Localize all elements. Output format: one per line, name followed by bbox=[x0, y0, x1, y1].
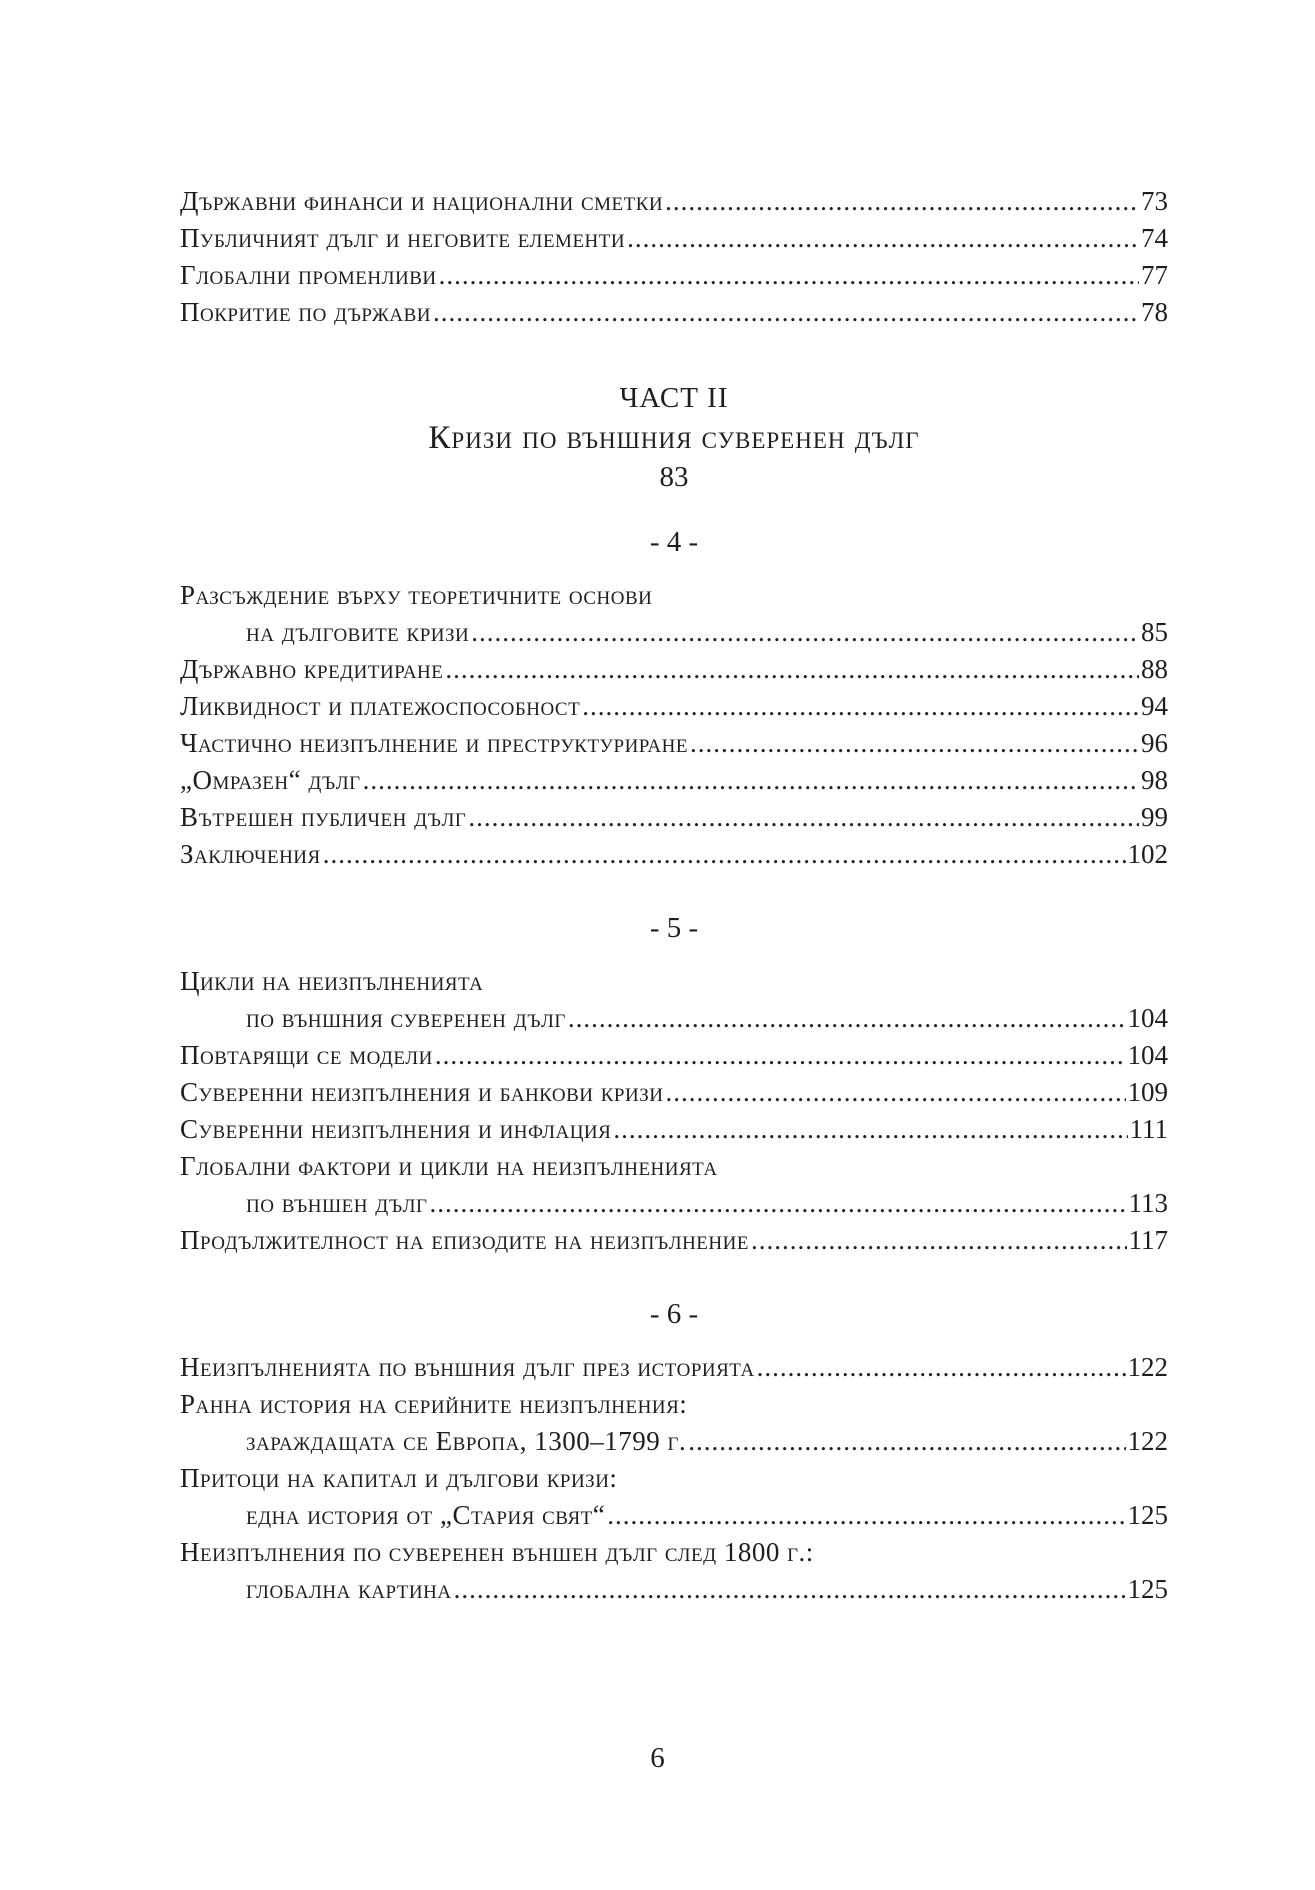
dot-leader bbox=[435, 1037, 1126, 1074]
toc-entry-page: 96 bbox=[1141, 728, 1168, 758]
toc-entry bbox=[180, 1111, 1168, 1148]
toc-entry bbox=[180, 1222, 1168, 1259]
toc-entry-title: Частично неизпълнение и преструктуриране bbox=[180, 728, 688, 758]
toc-top-section bbox=[180, 183, 1168, 331]
toc-entry bbox=[180, 1000, 1168, 1037]
dot-leader bbox=[468, 799, 1139, 836]
toc-entry-page: 125 bbox=[1127, 1574, 1168, 1604]
dot-leader bbox=[429, 1185, 1126, 1222]
dot-leader bbox=[433, 294, 1139, 331]
page-number-footer: 6 bbox=[650, 1742, 665, 1774]
toc-entry-title: Глобални променливи bbox=[180, 260, 437, 290]
chapter-section bbox=[180, 1295, 1168, 1608]
toc-entry-title: Суверенни неизпълнения и инфлация bbox=[180, 1114, 612, 1144]
toc-entry-page: 111 bbox=[1129, 1114, 1168, 1144]
chapter-section bbox=[180, 909, 1168, 1259]
toc-entry bbox=[180, 1571, 1168, 1608]
toc-entry bbox=[180, 1349, 1168, 1386]
chapter-number: - 5 - bbox=[649, 912, 699, 944]
toc-entry-title: Държавно кредитиране bbox=[180, 654, 444, 684]
toc-entry-title: Притоци на капитал и дългови кризи: bbox=[180, 1463, 618, 1493]
dot-leader bbox=[582, 688, 1139, 725]
toc-entry-title: „Омразен“ дълг bbox=[180, 765, 361, 795]
toc-entry bbox=[180, 836, 1168, 873]
toc-entry bbox=[180, 183, 1168, 220]
part-title: Кризи по външния суверенен дълг bbox=[428, 420, 920, 456]
toc-entry-continuation: по външен дълг bbox=[246, 1188, 428, 1218]
toc-entry-title: Неизпълненията по външния дълг през историята bbox=[180, 1352, 755, 1382]
toc-entry-title: Публичният дълг и неговите елементи bbox=[180, 223, 626, 253]
toc-entry-title: Глобални фактори и цикли на неизпълненията bbox=[180, 1151, 718, 1181]
toc-entry bbox=[180, 1423, 1168, 1460]
toc-entry-page: 117 bbox=[1128, 1225, 1168, 1255]
toc-entry-continuation: глобална картина bbox=[246, 1574, 452, 1604]
dot-leader bbox=[445, 651, 1139, 688]
toc-entry-title: Покритие по държави bbox=[180, 297, 431, 327]
toc-entry-title: Продължителност на епизодите на неизпълнение bbox=[180, 1225, 749, 1255]
chapter-number: - 6 - bbox=[649, 1298, 699, 1330]
toc-entry bbox=[180, 799, 1168, 836]
part-label: ЧАСТ II bbox=[619, 382, 729, 414]
toc-entry-continuation: на дълговите кризи bbox=[246, 617, 470, 647]
toc-entry-page: 104 bbox=[1127, 1040, 1168, 1070]
toc-entry-page: 98 bbox=[1141, 765, 1168, 795]
dot-leader bbox=[757, 1349, 1126, 1386]
toc-entry-title: Повтарящи се модели bbox=[180, 1040, 433, 1070]
toc-entry-title: Цикли на неизпълненията bbox=[180, 966, 484, 996]
dot-leader bbox=[363, 762, 1139, 799]
toc-entry-page: 94 bbox=[1141, 691, 1168, 721]
toc-entry-title: Разсъждение върху теоретичните основи bbox=[180, 580, 653, 610]
toc-entry-page: 109 bbox=[1127, 1077, 1168, 1107]
toc-entry-continuation: една история от „Стария свят“ bbox=[246, 1500, 606, 1530]
toc-entry bbox=[180, 651, 1168, 688]
toc-entry-page: 88 bbox=[1141, 654, 1168, 684]
dot-leader bbox=[751, 1222, 1127, 1259]
toc-entry bbox=[180, 1037, 1168, 1074]
toc-entry-title: Неизпълнения по суверенен външен дълг след 1800 г.: bbox=[180, 1537, 814, 1567]
toc-entry bbox=[180, 688, 1168, 725]
dot-leader bbox=[568, 1000, 1126, 1037]
table-of-contents bbox=[180, 183, 1168, 1608]
toc-entry-title: Ранна история на серийните неизпълнения: bbox=[180, 1389, 688, 1419]
toc-entry-page: 77 bbox=[1141, 260, 1168, 290]
chapter-number: - 4 - bbox=[649, 526, 699, 558]
dot-leader bbox=[471, 614, 1139, 651]
toc-entry-page: 85 bbox=[1141, 617, 1168, 647]
dot-leader bbox=[439, 257, 1139, 294]
toc-entry bbox=[180, 614, 1168, 651]
dot-leader bbox=[665, 1074, 1125, 1111]
toc-entry-title: Държавни финанси и национални сметки bbox=[180, 186, 664, 216]
toc-entry-page: 102 bbox=[1127, 839, 1168, 869]
dot-leader bbox=[607, 1497, 1125, 1534]
toc-entry-page: 104 bbox=[1127, 1003, 1168, 1033]
toc-entry-title: Суверенни неизпълнения и банкови кризи bbox=[180, 1077, 664, 1107]
dot-leader bbox=[613, 1111, 1127, 1148]
dot-leader bbox=[690, 725, 1139, 762]
toc-entry-title: Ликвидност и платежоспособност bbox=[180, 691, 581, 721]
toc-entry-continuation: зараждащата се Европа, 1300–1799 г. bbox=[246, 1426, 687, 1456]
dot-leader bbox=[627, 220, 1139, 257]
toc-entry bbox=[180, 257, 1168, 294]
dot-leader bbox=[688, 1423, 1125, 1460]
chapter-section bbox=[180, 523, 1168, 873]
dot-leader bbox=[665, 183, 1139, 220]
toc-entry bbox=[180, 1074, 1168, 1111]
toc-entry-page: 99 bbox=[1141, 802, 1168, 832]
dot-leader bbox=[323, 836, 1126, 873]
toc-entry-page: 73 bbox=[1141, 186, 1168, 216]
part-page-number: 83 bbox=[659, 461, 689, 493]
toc-entry-page: 122 bbox=[1127, 1426, 1168, 1456]
toc-entry-page: 78 bbox=[1141, 297, 1168, 327]
toc-entry bbox=[180, 294, 1168, 331]
toc-entry-title: Вътрешен публичен дълг bbox=[180, 802, 467, 832]
toc-entry bbox=[180, 762, 1168, 799]
toc-entry bbox=[180, 1497, 1168, 1534]
toc-entry bbox=[180, 220, 1168, 257]
toc-entry-page: 122 bbox=[1127, 1352, 1168, 1382]
toc-entry-page: 113 bbox=[1128, 1188, 1168, 1218]
toc-entry-continuation: по външния суверенен дълг bbox=[246, 1003, 566, 1033]
toc-entry bbox=[180, 725, 1168, 762]
dot-leader bbox=[454, 1571, 1126, 1608]
toc-entry-page: 74 bbox=[1141, 223, 1168, 253]
toc-entry-page: 125 bbox=[1127, 1500, 1168, 1530]
toc-entry bbox=[180, 1185, 1168, 1222]
toc-entry-title: Заключения bbox=[180, 839, 321, 869]
